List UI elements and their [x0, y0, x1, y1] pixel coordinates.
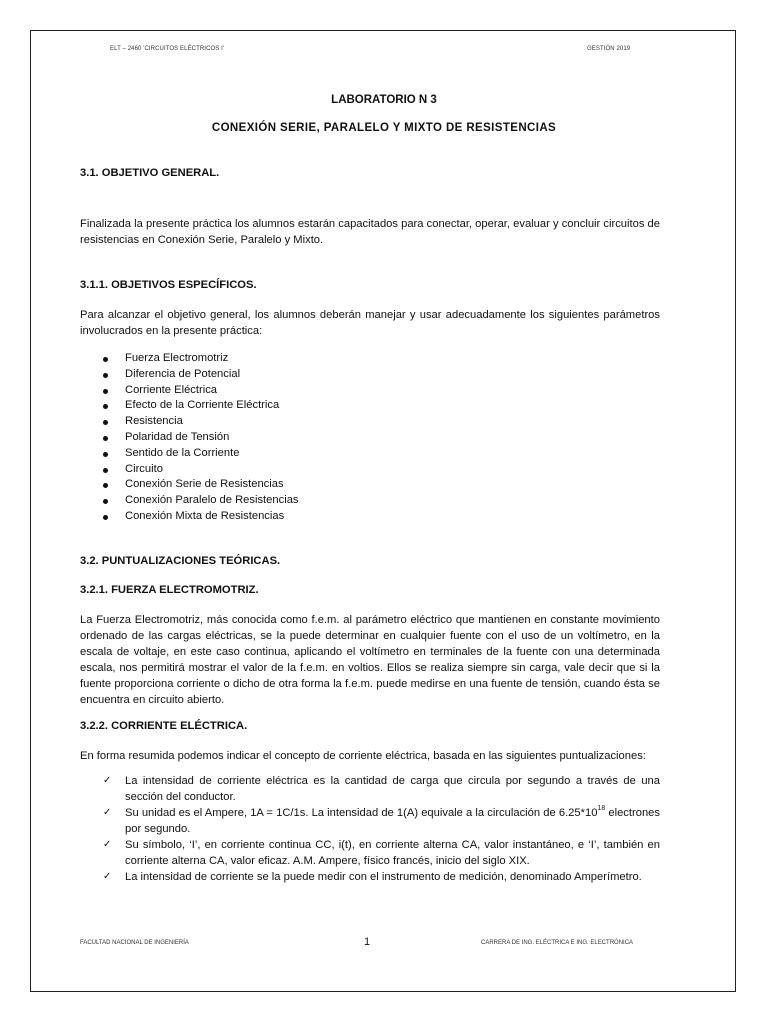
list-item: Efecto de la Corriente Eléctrica: [80, 398, 299, 414]
list-item: ✓ La intensidad de corriente eléctrica es la cantidad de carga que circula por segundo a través de una sección del conductor.: [103, 775, 660, 803]
list-item: Diferencia de Potencial: [80, 367, 299, 383]
fuerza-electromotriz-text: La Fuerza Electromotriz, más conocida como f.e.m. al parámetro eléctrico que mantienen en constante movimiento ordenado de las cargas eléctricas, se la puede determinar en cualquier fuente con el uso de un voltímetro, en la escala de voltaje, en este caso continua, aplicando el voltímetro en terminales de la fuente con una determinada escala, nos permitirá mostrar el valor de la f.e.m. en voltios. Ellos se realiza siempre sin carga, vale decir que si la fuente proporciona corriente o dicho de otra forma la f.e.m. puede medirse en una fuente de tensión, cuando ésta se encuentra en circuito abierto.: [80, 614, 660, 706]
heading-objetivos-especificos: 3.1.1. OBJETIVOS ESPECÍFICOS.: [80, 279, 257, 291]
bullet-icon: [103, 483, 108, 488]
list-item: Conexión Mixta de Resistencias: [80, 509, 299, 525]
checkmark-icon: ✓: [103, 839, 112, 850]
header-course: ELT – 2460 'CIRCUITOS ELÉCTRICOS I': [110, 46, 225, 52]
bullet-icon: [103, 404, 108, 409]
bullet-icon: [103, 389, 108, 394]
exponent: 18: [597, 805, 606, 812]
checkmark-icon: ✓: [103, 807, 112, 818]
list-item: Fuerza Electromotriz: [80, 351, 299, 367]
heading-corriente-electrica: 3.2.2. CORRIENTE ELÉCTRICA.: [80, 720, 248, 732]
footer-faculty: FACULTAD NACIONAL DE INGENIERÍA: [80, 940, 189, 946]
objetivo-general-text: Finalizada la presente práctica los alumnos estarán capacitados para conectar, operar, evaluar y concluir circuitos de resistencias en Conexión Serie, Paralelo y Mixto.: [80, 218, 660, 246]
list-item: Circuito: [80, 462, 299, 478]
objetivos-especificos-intro: Para alcanzar el objetivo general, los alumnos deberán manejar y usar adecuadamente los siguientes parámetros involucrados en la presente práctica:: [80, 309, 660, 337]
bullet-icon: [103, 515, 108, 520]
bullet-icon: [103, 357, 108, 362]
heading-objetivo-general: 3.1. OBJETIVO GENERAL.: [80, 167, 220, 179]
list-item: ✓ La intensidad de corriente se la puede medir con el instrumento de medición, denominado Amperímetro.: [103, 871, 642, 883]
list-item: Resistencia: [80, 414, 299, 430]
footer-department: CARRERA DE ING. ELÉCTRICA E ING. ELECTRÓNICA: [481, 940, 634, 946]
bullet-icon: [103, 468, 108, 473]
list-item: ✓ Su símbolo, ‘I’, en corriente continua CC, i(t), en corriente alterna CA, valor instantáneo, e ‘I’, también en corriente alterna CA, valor eficaz. A.M. Ampere, físico francés, inicio del siglo XIX.: [103, 839, 660, 867]
list-item: Corriente Eléctrica: [80, 383, 299, 399]
checkmark-icon: ✓: [103, 775, 112, 786]
corriente-electrica-intro: En forma resumida podemos indicar el concepto de corriente eléctrica, basada en las siguientes puntualizaciones:: [80, 750, 646, 762]
lab-subject: CONEXIÓN SERIE, PARALELO Y MIXTO DE RESISTENCIAS: [211, 122, 557, 134]
checkmark-icon: ✓: [103, 871, 112, 882]
lab-title: LABORATORIO N 3: [331, 94, 437, 106]
list-item: Sentido de la Corriente: [80, 446, 299, 462]
heading-fuerza-electromotriz: 3.2.1. FUERZA ELECTROMOTRIZ.: [80, 584, 259, 596]
bullet-icon: [103, 499, 108, 504]
bullet-icon: [103, 436, 108, 441]
bullet-icon: [103, 420, 108, 425]
header-term: GESTIÓN 2019: [587, 46, 631, 52]
heading-puntualizaciones: 3.2. PUNTUALIZACIONES TEÓRICAS.: [80, 555, 281, 567]
corriente-checklist: [80, 773, 660, 885]
list-item: Conexión Serie de Resistencias: [80, 477, 299, 493]
bullet-icon: [103, 452, 108, 457]
bullet-icon: [103, 373, 108, 378]
list-item: Conexión Paralelo de Resistencias: [80, 493, 299, 509]
list-item: Polaridad de Tensión: [80, 430, 299, 446]
page-number: 1: [364, 936, 371, 948]
list-item: ✓ Su unidad es el Ampere, 1A = 1C/1s. La intensidad de 1(A) equivale a la circulación de $6.25*10^{18}$ electrones por segundo.: [103, 805, 660, 835]
objectives-list: [80, 351, 299, 525]
